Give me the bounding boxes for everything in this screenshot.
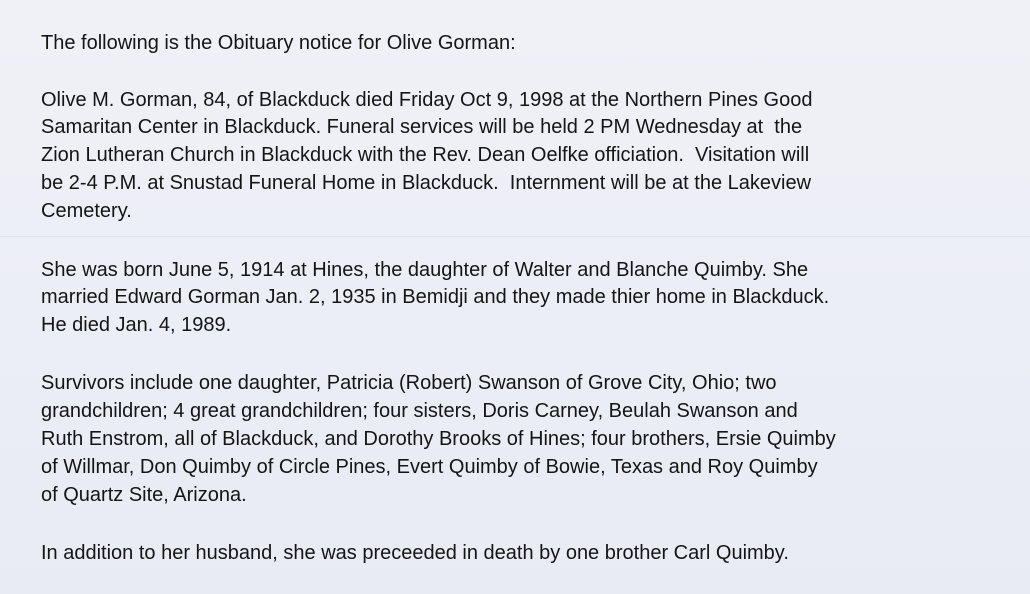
paragraph2-line-3: He died Jan. 4, 1989. — [41, 314, 232, 336]
paragraph3-line-2: grandchildren; 4 great grandchildren; four sisters, Doris Carney, Beulah Swanson and — [41, 400, 798, 422]
paragraph3-line-3: Ruth Enstrom, all of Blackduck, and Dorothy Brooks of Hines; four brothers, Ersie Quimby — [41, 428, 836, 450]
paragraph4-line-1: In addition to her husband, she was preceeded in death by one brother Carl Quimby. — [41, 542, 789, 564]
paragraph2-line-1: She was born June 5, 1914 at Hines, the daughter of Walter and Blanche Quimby. She — [41, 259, 809, 281]
paragraph1-line-5: Cemetery. — [41, 200, 132, 222]
paragraph1-line-2: Samaritan Center in Blackduck. Funeral services will be held 2 PM Wednesday at the — [41, 116, 803, 138]
paragraph3-line-5: of Quartz Site, Arizona. — [41, 484, 247, 506]
paragraph1-line-3: Zion Lutheran Church in Blackduck with the Rev. Dean Oelfke officiation. Visitation will — [41, 144, 810, 166]
paragraph3-line-4: of Willmar, Don Quimby of Circle Pines, Evert Quimby of Bowie, Texas and Roy Quimby — [41, 456, 818, 478]
paragraph1-line-4: be 2-4 P.M. at Snustad Funeral Home in Blackduck. Internment will be at the Lakeview — [41, 172, 812, 194]
paragraph1-line-1: Olive M. Gorman, 84, of Blackduck died Friday Oct 9, 1998 at the Northern Pines Good — [41, 89, 813, 111]
paragraph2-line-2: married Edward Gorman Jan. 2, 1935 in Bemidji and they made thier home in Blackduck. — [41, 286, 830, 308]
paragraph3-line-1: Survivors include one daughter, Patricia (Robert) Swanson of Grove City, Ohio; two — [41, 372, 777, 394]
intro-line: The following is the Obituary notice for Olive Gorman: — [41, 32, 516, 54]
paper-fold-line — [0, 236, 1030, 237]
